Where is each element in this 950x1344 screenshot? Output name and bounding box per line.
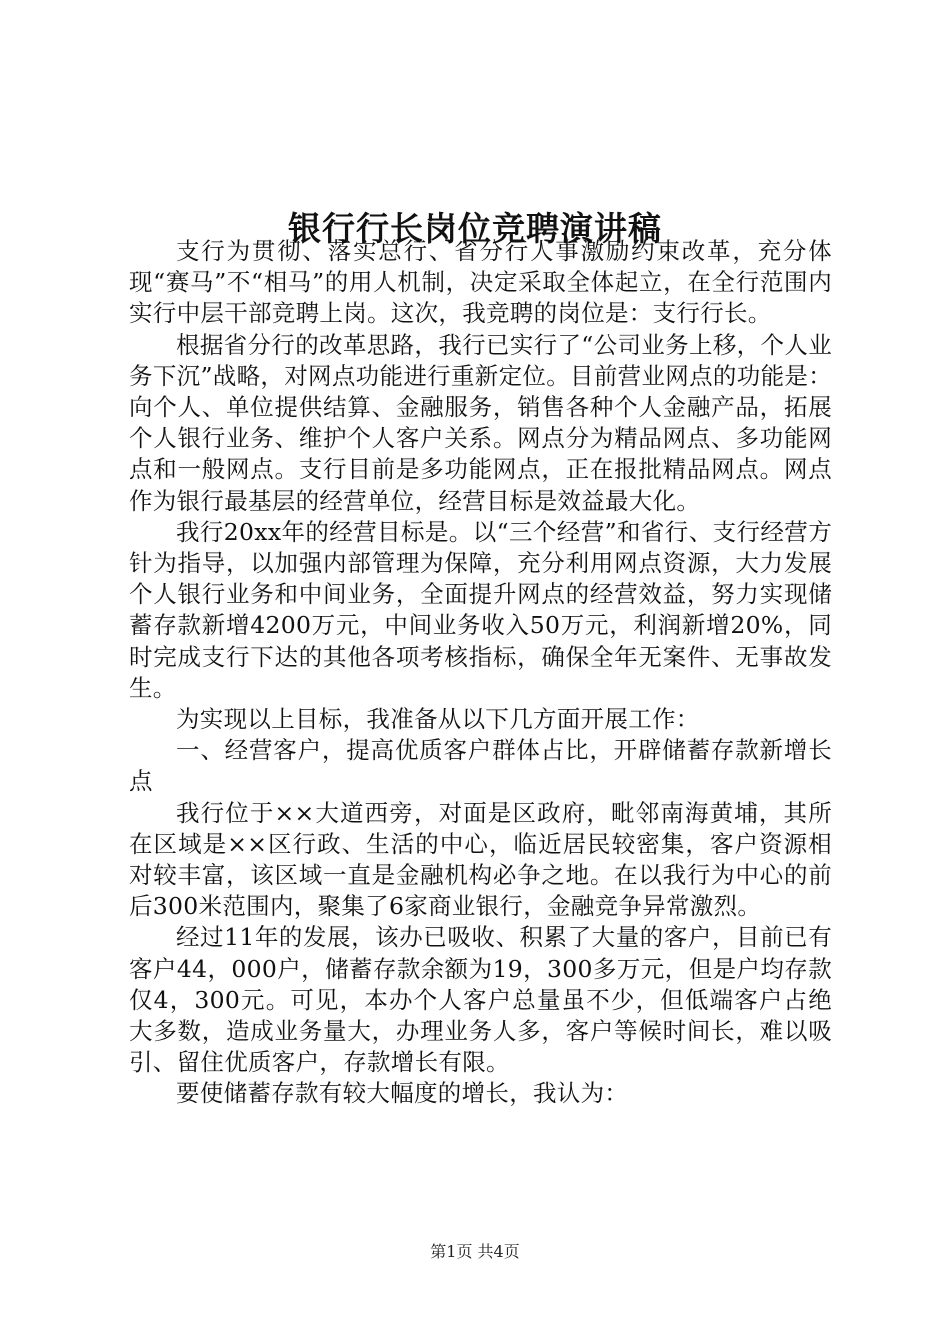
- document-body: [129, 236, 832, 1110]
- paragraph-1: 支行为贯彻、落实总行、省分行人事激励约束改革，充分体现“赛马”不“相马”的用人机制，决定采取全体起立，在全行范围内实行中层干部竞聘上岗。这次，我竞聘的岗位是：支行行长。: [129, 237, 832, 328]
- section-heading-1: 一、经营客户，提高优质客户群体占比，开辟储蓄存款新增长点: [129, 736, 832, 796]
- paragraph-5: 我行位于××大道西旁，对面是区政府，毗邻南海黄埔，其所在区域是××区行政、生活的中心，临近居民较密集，客户资源相对较丰富，该区域一直是金融机构必争之地。在以我行为中心的前后300米范围内，聚集了6家商业银行，金融竞争异常激烈。: [129, 798, 832, 921]
- paragraph-4: 为实现以上目标，我准备从以下几方面开展工作：: [176, 705, 700, 734]
- paragraph-6: 经过11年的发展，该办已吸收、积累了大量的客户，目前已有客户44，000户，储蓄存款余额为19，300多万元，但是户均存款仅4，300元。可见，本办个人客户总量虽不少，但低端客户占绝大多数，造成业务量大，办理业务人多，客户等候时间长，难以吸引、留住优质客户，存款增长有限。: [129, 923, 832, 1077]
- page-footer: 第1页 共4页: [430, 1242, 520, 1261]
- paragraph-7: 要使储蓄存款有较大幅度的增长，我认为：: [176, 1079, 629, 1108]
- paragraph-2: 根据省分行的改革思路，我行已实行了“公司业务上移，个人业务下沉”战略，对网点功能进行重新定位。目前营业网点的功能是：向个人、单位提供结算、金融服务，销售各种个人金融产品，拓展个人银行业务、维护个人客户关系。网点分为精品网点、多功能网点和一般网点。支行目前是多功能网点，正在报批精品网点。网点作为银行最基层的经营单位，经营目标是效益最大化。: [129, 330, 832, 515]
- document-title: 银行行长岗位竞聘演讲稿: [288, 209, 662, 249]
- paragraph-3: 我行20xx年的经营目标是。以“三个经营”和省行、支行经营方针为指导，以加强内部管理为保障，充分利用网点资源，大力发展个人银行业务和中间业务，全面提升网点的经营效益，努力实现储蓄存款新增4200万元，中间业务收入50万元，利润新增20%，同时完成支行下达的其他各项考核指标，确保全年无案件、无事故发生。: [129, 517, 832, 702]
